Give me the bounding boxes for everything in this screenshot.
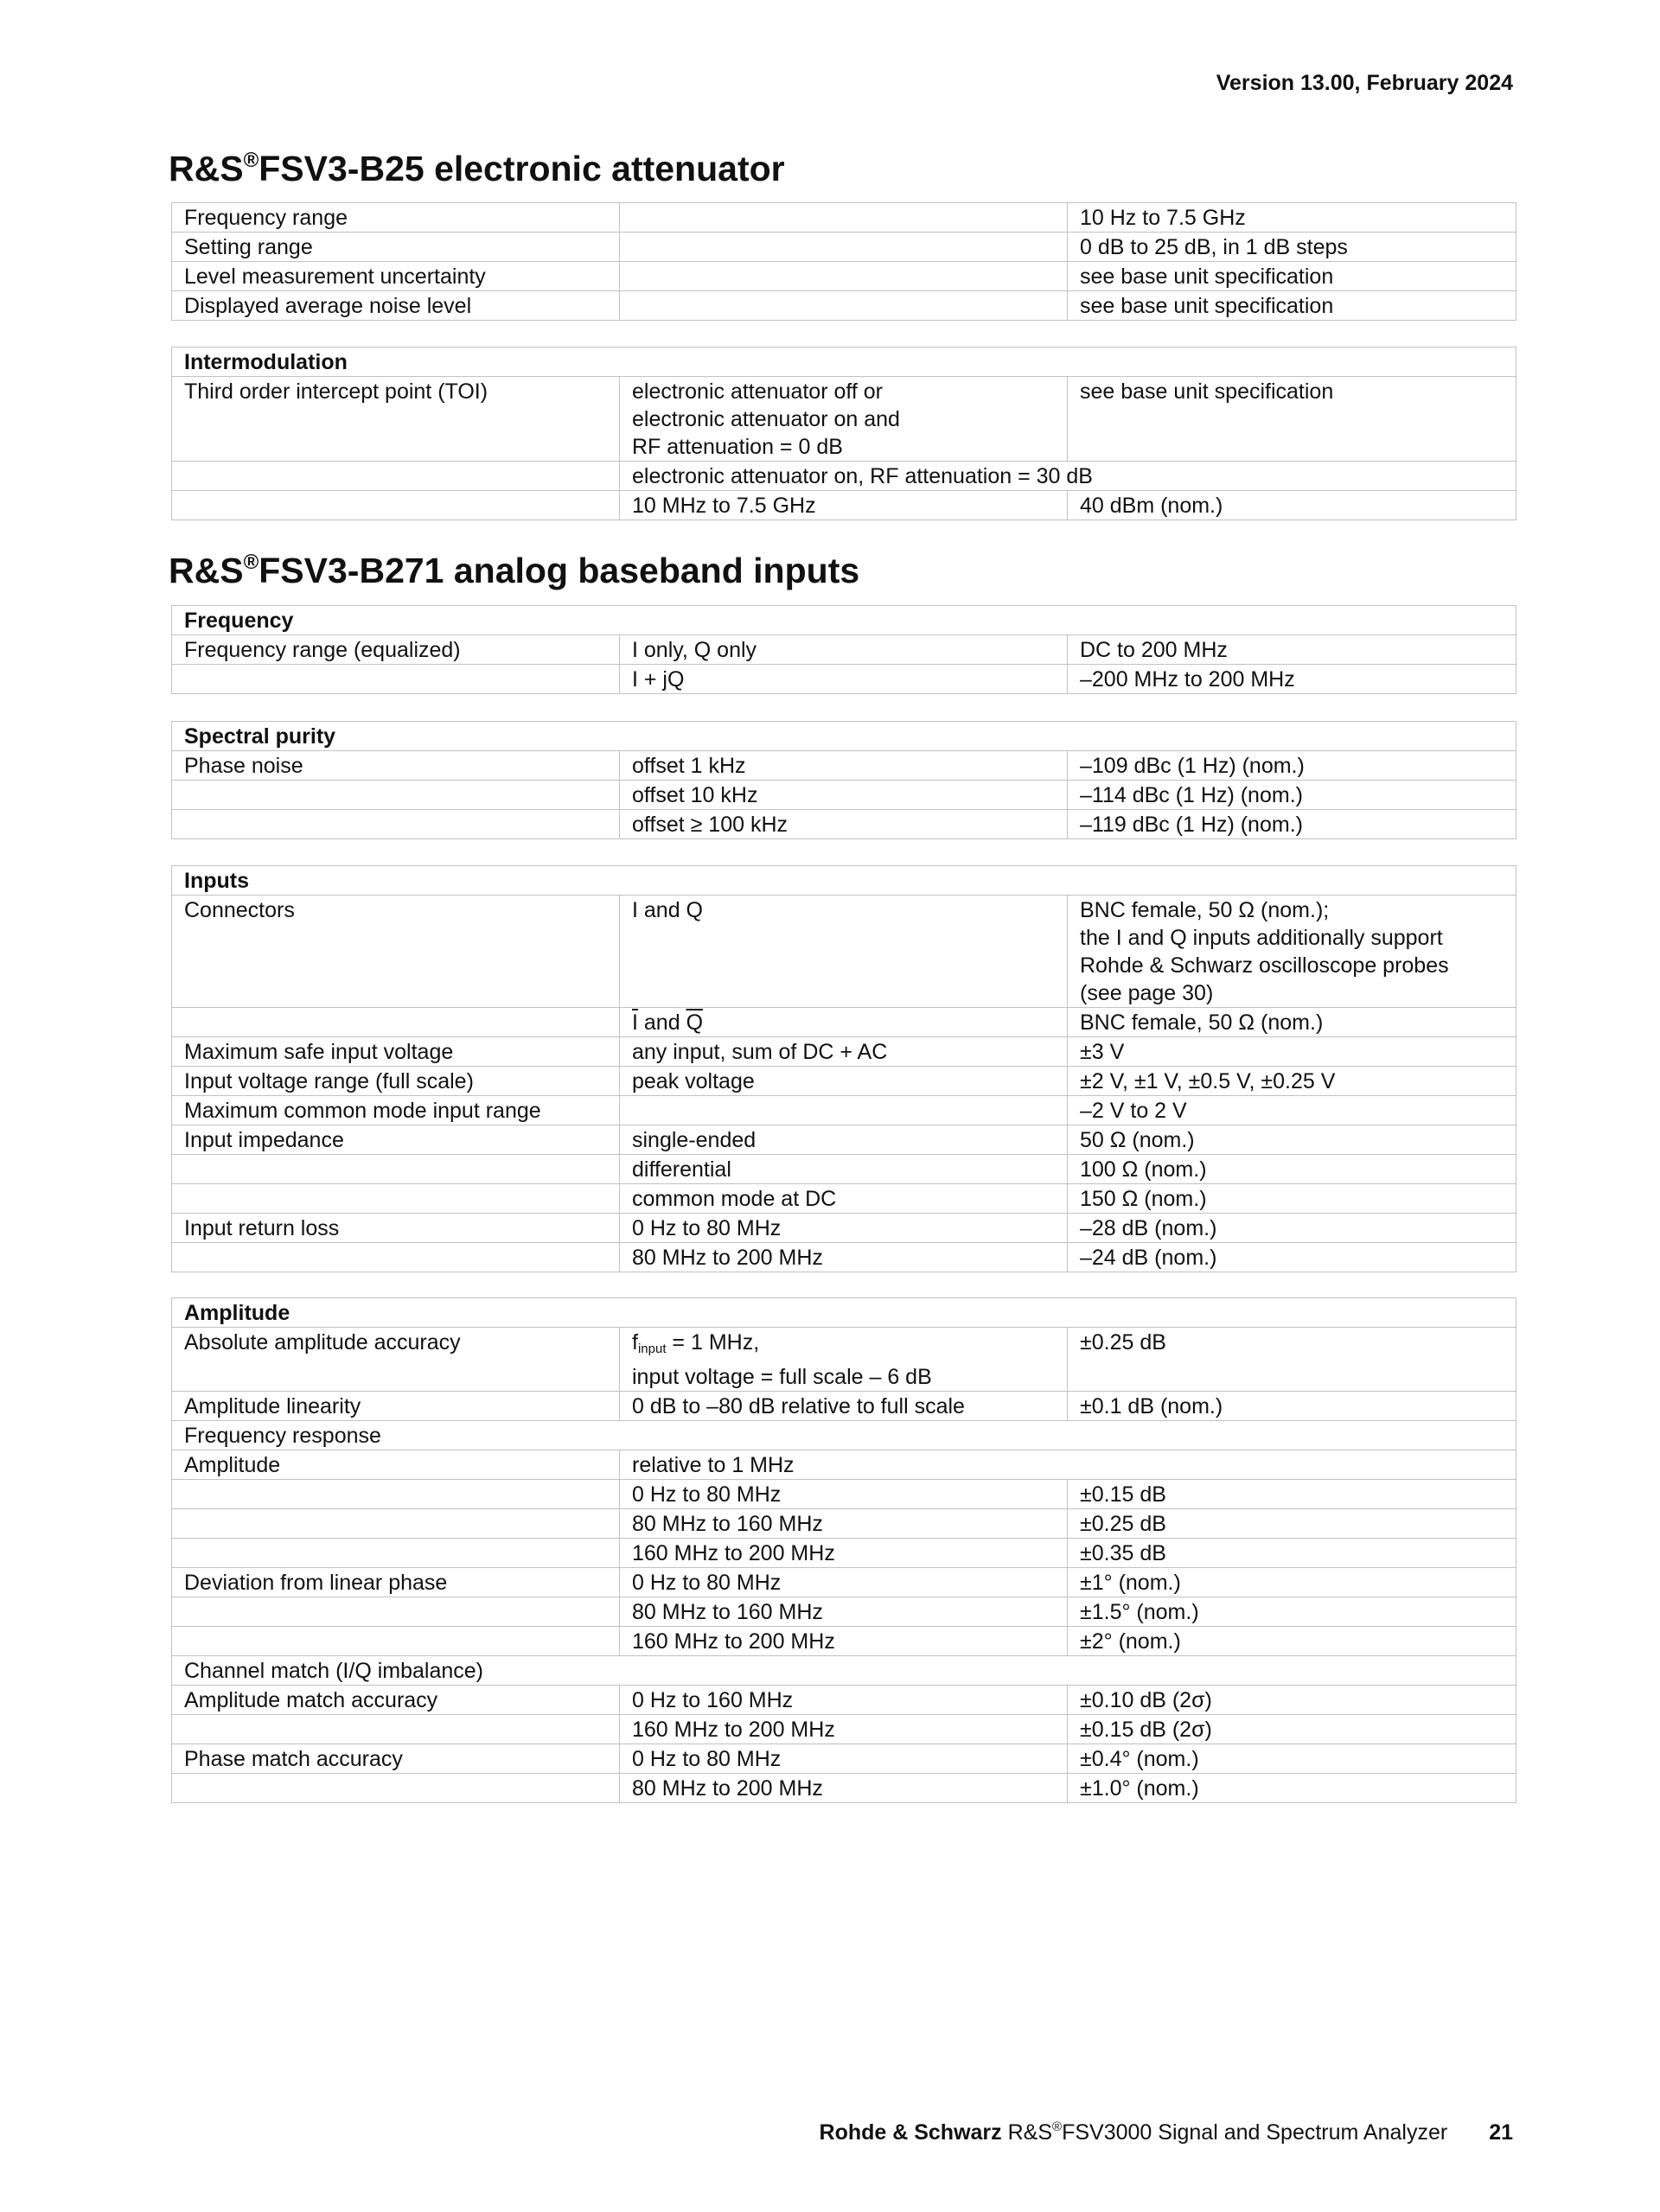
table-cell: 160 MHz to 200 MHz [620,1715,1068,1744]
table-row [172,1656,1516,1686]
table-cell: ±0.10 dB (2σ) [1068,1686,1516,1715]
table-cell: Frequency range [172,203,620,233]
table-cell: ±0.15 dB [1068,1480,1516,1509]
table-row [172,665,1516,694]
table-cell: 0 Hz to 80 MHz [620,1744,1068,1774]
table-cell [172,810,620,839]
table-row [172,1392,1516,1421]
table-row [172,1421,1516,1450]
b271-spectral-table [171,721,1516,839]
table-row [172,635,1516,665]
table-cell: 160 MHz to 200 MHz [620,1539,1068,1568]
table-row [172,1096,1516,1125]
table-cell: 150 Ω (nom.) [1068,1184,1516,1214]
table-cell: Phase noise [172,751,620,781]
table-cell: 10 MHz to 7.5 GHz [620,491,1068,520]
table-cell [172,1715,620,1744]
table-cell [172,1774,620,1803]
table-cell: I only, Q only [620,635,1068,665]
table-row [172,1243,1516,1272]
table-row [172,866,1516,896]
table-cell: Input return loss [172,1214,620,1243]
table-cell [172,1509,620,1539]
table-cell: offset 1 kHz [620,751,1068,781]
table-cell [620,1096,1068,1125]
table-cell [172,491,620,520]
table-cell [172,1008,620,1037]
table-cell: 80 MHz to 200 MHz [620,1774,1068,1803]
table-cell: –119 dBc (1 Hz) (nom.) [1068,810,1516,839]
table-cell: Frequency [172,606,1516,635]
table-row [172,1480,1516,1509]
table-cell: Spectral purity [172,722,1516,751]
table-cell: Inputs [172,866,1516,896]
table-cell: 80 MHz to 160 MHz [620,1597,1068,1627]
table-row [172,347,1516,377]
table-row [172,606,1516,635]
table-cell: ±0.15 dB (2σ) [1068,1715,1516,1744]
table-row [172,1568,1516,1597]
table-cell: ±0.25 dB [1068,1509,1516,1539]
table-row [172,722,1516,751]
table-cell: 0 Hz to 80 MHz [620,1568,1068,1597]
table-cell: BNC female, 50 Ω (nom.) [1068,1008,1516,1037]
table-cell: $\overline{I}$ and $\overline{Q}$ [620,1008,1068,1037]
table-cell: ±1.0° (nom.) [1068,1774,1516,1803]
table-cell: Maximum common mode input range [172,1096,620,1125]
table-cell: Amplitude linearity [172,1392,620,1421]
table-cell: –24 dB (nom.) [1068,1243,1516,1272]
table-cell [620,233,1068,262]
table-cell: Level measurement uncertainty [172,262,620,291]
table-cell: ±0.1 dB (nom.) [1068,1392,1516,1421]
table-cell: offset ≥ 100 kHz [620,810,1068,839]
b271-amplitude-table [171,1297,1516,1803]
table-cell: electronic attenuator off or electronic attenuator on and RF attenuation = 0 dB [620,377,1068,462]
table-cell: ±3 V [1068,1037,1516,1067]
table-row [172,751,1516,781]
table-row [172,1067,1516,1096]
table-row [172,781,1516,810]
page-footer: Rohde & Schwarz R&S®FSV3000 Signal and Spectrum Analyzer 21 [819,2120,1513,2145]
table-row [172,1774,1516,1803]
table-row [172,810,1516,839]
table-cell: see base unit specification [1068,291,1516,321]
b271-frequency-table [171,605,1516,694]
table-cell: see base unit specification [1068,377,1516,462]
table-row [172,1155,1516,1184]
table-cell: Amplitude [172,1450,620,1480]
table-row [172,291,1516,321]
table-cell [172,781,620,810]
table-row [172,1214,1516,1243]
b25-spec-table [171,202,1516,321]
table-cell: DC to 200 MHz [1068,635,1516,665]
table-cell: Amplitude match accuracy [172,1686,620,1715]
table-cell: Setting range [172,233,620,262]
table-row [172,1298,1516,1328]
table-row [172,1008,1516,1037]
table-cell: BNC female, 50 Ω (nom.); the I and Q inputs additionally support Rohde & Schwarz oscilloscope probes (see page 30) [1068,896,1516,1008]
table-cell: ±1.5° (nom.) [1068,1597,1516,1627]
table-row [172,1450,1516,1480]
table-row [172,377,1516,462]
table-cell: Amplitude [172,1298,1516,1328]
section-title-b25: R&S®FSV3-B25 electronic attenuator [169,149,785,188]
table-row [172,1037,1516,1067]
table-cell: 0 Hz to 160 MHz [620,1686,1068,1715]
table-cell: Absolute amplitude accuracy [172,1328,620,1392]
table-cell: any input, sum of DC + AC [620,1037,1068,1067]
table-cell: Phase match accuracy [172,1744,620,1774]
table-cell [172,1480,620,1509]
table-cell: differential [620,1155,1068,1184]
table-row [172,1597,1516,1627]
table-cell: I + jQ [620,665,1068,694]
table-cell: 160 MHz to 200 MHz [620,1627,1068,1656]
table-cell: 0 Hz to 80 MHz [620,1214,1068,1243]
table-cell: Channel match (I/Q imbalance) [172,1656,1516,1686]
b271-inputs-table [171,865,1516,1272]
table-cell: ±1° (nom.) [1068,1568,1516,1597]
table-cell [172,462,620,491]
table-cell: Displayed average noise level [172,291,620,321]
table-cell [620,262,1068,291]
table-cell: –114 dBc (1 Hz) (nom.) [1068,781,1516,810]
table-cell: ±2 V, ±1 V, ±0.5 V, ±0.25 V [1068,1067,1516,1096]
table-row [172,1125,1516,1155]
table-cell [620,203,1068,233]
table-cell [172,1243,620,1272]
table-cell: Deviation from linear phase [172,1568,620,1597]
version-label: Version 13.00, February 2024 [1216,71,1513,95]
b25-intermod-table [171,347,1516,520]
table-row [172,262,1516,291]
table-cell [172,1627,620,1656]
table-row [172,1627,1516,1656]
table-row [172,1328,1516,1392]
table-cell [172,1184,620,1214]
table-cell: 0 Hz to 80 MHz [620,1480,1068,1509]
table-row [172,233,1516,262]
table-cell [172,1539,620,1568]
table-row [172,1509,1516,1539]
table-cell: Frequency response [172,1421,1516,1450]
table-row [172,462,1516,491]
table-cell: Maximum safe input voltage [172,1037,620,1067]
table-cell: –28 dB (nom.) [1068,1214,1516,1243]
table-cell: peak voltage [620,1067,1068,1096]
table-cell: common mode at DC [620,1184,1068,1214]
section-title-b271: R&S®FSV3-B271 analog baseband inputs [169,551,860,590]
table-cell: 10 Hz to 7.5 GHz [1068,203,1516,233]
table-cell: single-ended [620,1125,1068,1155]
table-cell: Input voltage range (full scale) [172,1067,620,1096]
table-cell: Connectors [172,896,620,1008]
table-row [172,203,1516,233]
table-cell [172,665,620,694]
table-cell: Third order intercept point (TOI) [172,377,620,462]
table-cell [172,1597,620,1627]
table-cell: 80 MHz to 200 MHz [620,1243,1068,1272]
table-cell: 100 Ω (nom.) [1068,1155,1516,1184]
table-cell [172,1155,620,1184]
table-cell: I and Q [620,896,1068,1008]
table-row [172,896,1516,1008]
table-cell [620,291,1068,321]
table-cell: ±0.35 dB [1068,1539,1516,1568]
table-cell: $f_{input} = 1$ MHz, input voltage = full scale – 6 dB [620,1328,1068,1392]
table-cell: 80 MHz to 160 MHz [620,1509,1068,1539]
table-cell: –200 MHz to 200 MHz [1068,665,1516,694]
table-cell: see base unit specification [1068,262,1516,291]
table-cell: Frequency range (equalized) [172,635,620,665]
table-cell: Input impedance [172,1125,620,1155]
table-cell: 0 dB to –80 dB relative to full scale [620,1392,1068,1421]
table-cell: 50 Ω (nom.) [1068,1125,1516,1155]
table-row [172,1184,1516,1214]
table-cell: –109 dBc (1 Hz) (nom.) [1068,751,1516,781]
table-row [172,1715,1516,1744]
table-cell: ±0.4° (nom.) [1068,1744,1516,1774]
table-row [172,1539,1516,1568]
table-row [172,491,1516,520]
table-cell: relative to 1 MHz [620,1450,1516,1480]
table-cell: –2 V to 2 V [1068,1096,1516,1125]
page-number: 21 [1489,2120,1513,2145]
intermod-header: Intermodulation [172,347,1516,377]
table-cell: electronic attenuator on, RF attenuation = 30 dB [620,462,1516,491]
table-cell: offset 10 kHz [620,781,1068,810]
table-cell: 40 dBm (nom.) [1068,491,1516,520]
table-row [172,1744,1516,1774]
table-cell: 0 dB to 25 dB, in 1 dB steps [1068,233,1516,262]
table-cell: ±2° (nom.) [1068,1627,1516,1656]
table-cell: ±0.25 dB [1068,1328,1516,1392]
table-row [172,1686,1516,1715]
